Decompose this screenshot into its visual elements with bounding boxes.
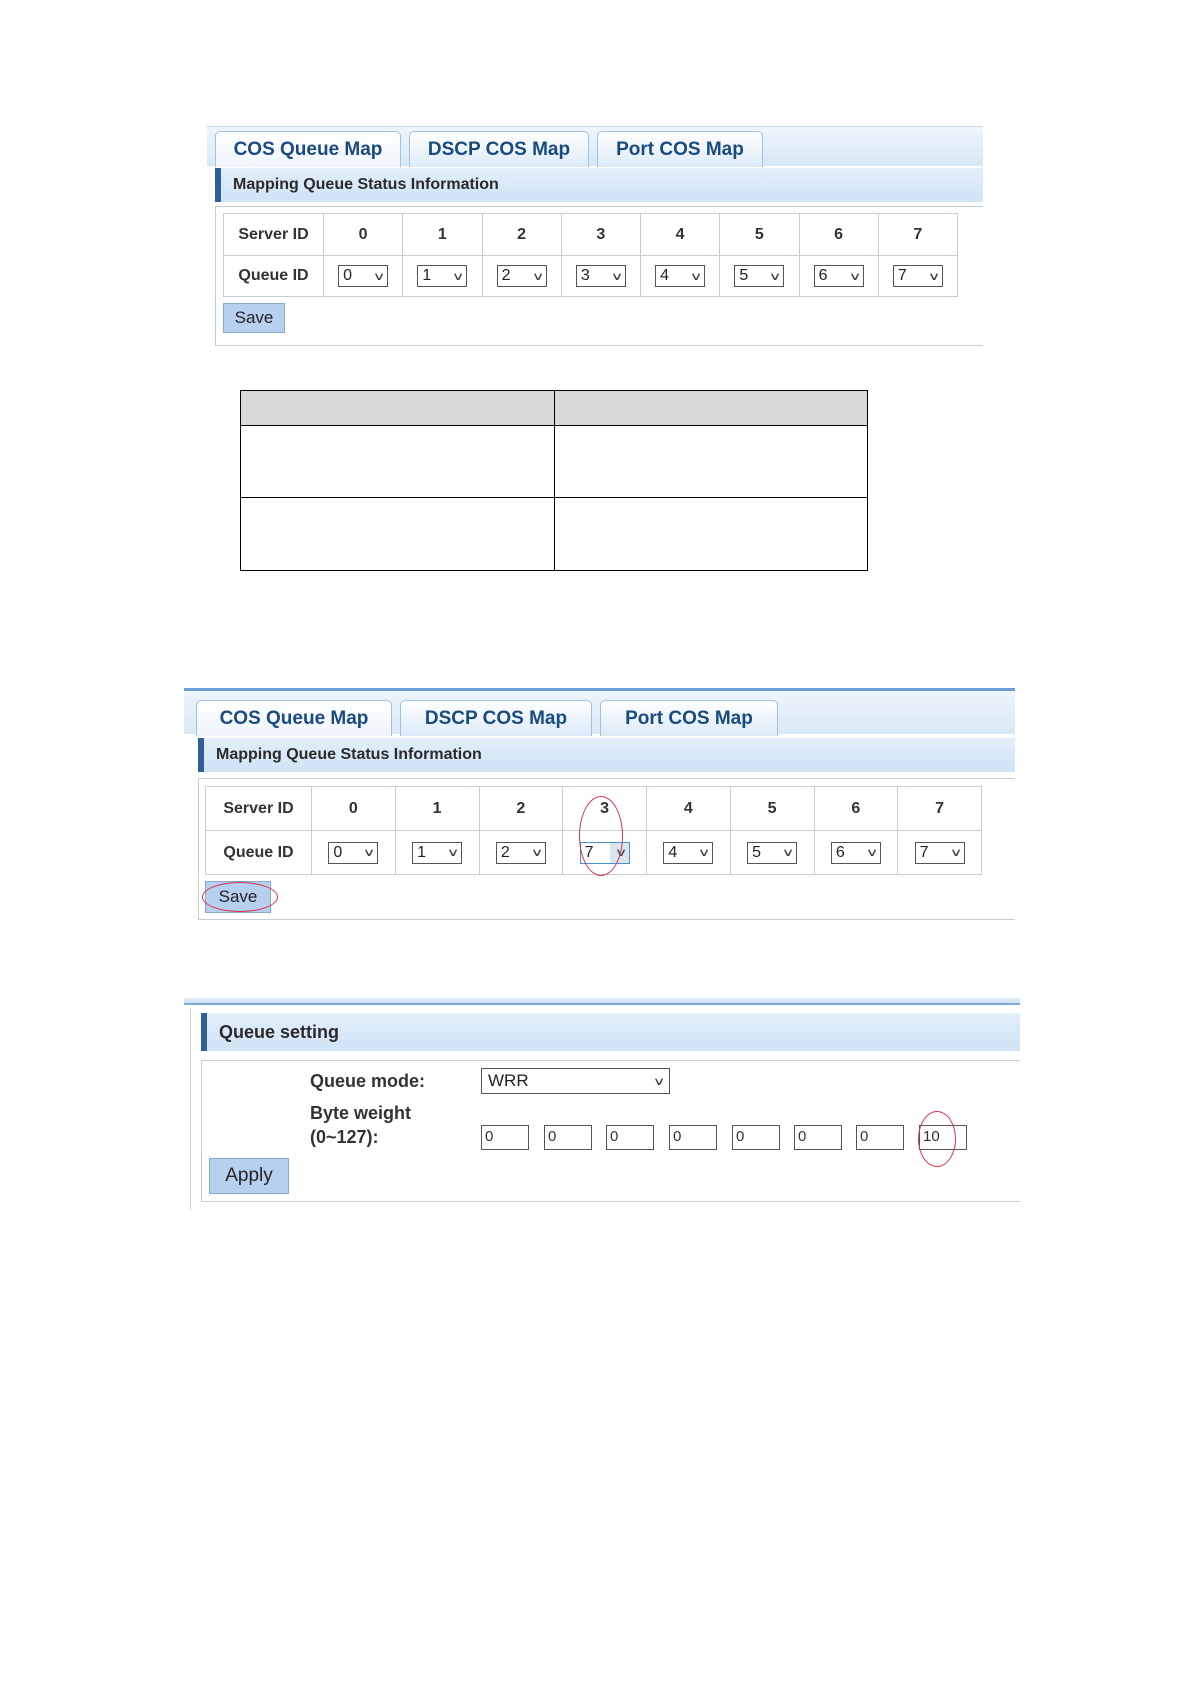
queue-select-2[interactable]: 2 ∨ bbox=[497, 265, 547, 287]
server-id-cell: 7 bbox=[878, 214, 957, 256]
tab-dscp-cos-map[interactable]: DSCP COS Map bbox=[400, 700, 592, 736]
server-id-cell: 6 bbox=[799, 214, 878, 256]
chevron-down-icon: ∨ bbox=[848, 270, 862, 283]
server-id-cell: 5 bbox=[730, 787, 814, 831]
queue-id-label: Queue ID bbox=[224, 256, 324, 297]
table-row bbox=[241, 498, 868, 571]
queue-select-0[interactable]: 0 ∨ bbox=[328, 842, 378, 864]
queue-setting-title: Queue setting bbox=[219, 1021, 340, 1042]
byte-weight-input-0[interactable]: 0 bbox=[481, 1125, 529, 1150]
apply-button[interactable]: Apply bbox=[209, 1158, 289, 1194]
server-id-label: Server ID bbox=[206, 787, 312, 831]
chevron-down-icon: ∨ bbox=[652, 1075, 666, 1088]
server-id-label: Server ID bbox=[224, 214, 324, 256]
queue-select-4[interactable]: 4 ∨ bbox=[655, 265, 705, 287]
server-id-cell: 3 bbox=[561, 214, 640, 256]
server-id-cell: 7 bbox=[898, 787, 982, 831]
server-id-cell: 0 bbox=[324, 214, 403, 256]
queue-select-7[interactable]: 7 ∨ bbox=[915, 842, 965, 864]
highlight-circle-server3 bbox=[579, 796, 623, 876]
queue-select-5[interactable]: 5 ∨ bbox=[734, 265, 784, 287]
table-header-row bbox=[241, 391, 868, 426]
server-id-cell: 0 bbox=[312, 787, 396, 831]
byte-weight-input-1[interactable]: 0 bbox=[544, 1125, 592, 1150]
queue-id-row bbox=[224, 256, 958, 297]
queue-id-label: Queue ID bbox=[206, 831, 312, 875]
chevron-down-icon: ∨ bbox=[865, 847, 879, 859]
queue-select-2[interactable]: 2 ∨ bbox=[496, 842, 546, 864]
queue-select-3[interactable]: 3 ∨ bbox=[576, 265, 626, 287]
queue-setting-panel bbox=[184, 998, 1020, 1212]
chevron-down-icon: ∨ bbox=[362, 847, 376, 859]
queue-mode-value: WRR bbox=[488, 1071, 529, 1090]
server-id-cell: 4 bbox=[647, 787, 731, 831]
server-id-cell: 2 bbox=[482, 214, 561, 256]
tab-bar bbox=[184, 688, 1015, 734]
byte-weight-range-label: (0~127): bbox=[310, 1127, 379, 1147]
section-header bbox=[215, 168, 983, 202]
chevron-down-icon: ∨ bbox=[949, 847, 963, 859]
left-rule bbox=[190, 1008, 191, 1210]
tab-dscp-cos-map[interactable]: DSCP COS Map bbox=[409, 131, 589, 167]
server-id-cell: 6 bbox=[814, 787, 898, 831]
cos-queue-map-panel-1 bbox=[207, 126, 983, 350]
chevron-down-icon: ∨ bbox=[689, 270, 703, 283]
chevron-down-icon: ∨ bbox=[768, 270, 782, 283]
server-id-cell: 5 bbox=[720, 214, 799, 256]
queue-select-0[interactable]: 0 ∨ bbox=[338, 265, 388, 287]
chevron-down-icon: ∨ bbox=[446, 847, 460, 859]
table-row bbox=[241, 426, 868, 498]
byte-weight-input-4[interactable]: 0 bbox=[732, 1125, 780, 1150]
highlight-circle-weight7 bbox=[918, 1111, 956, 1167]
chevron-down-icon: ∨ bbox=[697, 847, 711, 859]
server-id-cell: 2 bbox=[479, 787, 563, 831]
chevron-down-icon: ∨ bbox=[610, 270, 624, 283]
byte-weight-input-7[interactable]: 10 bbox=[919, 1125, 967, 1150]
chevron-down-icon: ∨ bbox=[614, 847, 628, 859]
queue-select-4[interactable]: 4 ∨ bbox=[663, 842, 713, 864]
cos-queue-map-panel-2 bbox=[184, 688, 1015, 932]
section-title: Mapping Queue Status Information bbox=[233, 176, 499, 193]
chevron-down-icon: ∨ bbox=[531, 270, 545, 283]
tab-port-cos-map[interactable]: Port COS Map bbox=[597, 131, 763, 167]
section-title: Mapping Queue Status Information bbox=[216, 746, 482, 763]
queue-select-1[interactable]: 1 ∨ bbox=[417, 265, 467, 287]
tab-cos-queue-map[interactable]: COS Queue Map bbox=[215, 131, 401, 167]
chevron-down-icon: ∨ bbox=[372, 270, 386, 283]
tab-cos-queue-map[interactable]: COS Queue Map bbox=[196, 700, 392, 736]
mapping-table bbox=[223, 213, 958, 297]
chevron-down-icon: ∨ bbox=[927, 270, 941, 283]
server-id-cell: 1 bbox=[395, 787, 479, 831]
queue-select-3[interactable]: 7 ∨ bbox=[580, 842, 630, 864]
queue-select-6[interactable]: 6 ∨ bbox=[831, 842, 881, 864]
chevron-down-icon: ∨ bbox=[781, 847, 795, 859]
byte-weight-label: Byte weight bbox=[310, 1103, 412, 1123]
save-button[interactable]: Save bbox=[223, 303, 285, 333]
queue-mode-label: Queue mode: bbox=[310, 1071, 426, 1091]
queue-setting-header bbox=[201, 1013, 1020, 1051]
chevron-down-icon: ∨ bbox=[451, 270, 465, 283]
queue-mode-select[interactable] bbox=[481, 1068, 670, 1094]
save-button[interactable]: Save bbox=[205, 881, 271, 913]
queue-select-1[interactable]: 1 ∨ bbox=[412, 842, 462, 864]
tab-bar bbox=[207, 126, 983, 166]
queue-select-5[interactable]: 5 ∨ bbox=[747, 842, 797, 864]
empty-table bbox=[240, 390, 868, 571]
section-header bbox=[198, 738, 1015, 772]
byte-weight-input-3[interactable]: 0 bbox=[669, 1125, 717, 1150]
server-id-row bbox=[224, 214, 958, 256]
chevron-down-icon: ∨ bbox=[530, 847, 544, 859]
top-strip bbox=[184, 998, 1020, 1005]
server-id-cell: 3 bbox=[563, 787, 647, 831]
queue-select-7[interactable]: 7 ∨ bbox=[893, 265, 943, 287]
tab-port-cos-map[interactable]: Port COS Map bbox=[600, 700, 778, 736]
server-id-cell: 4 bbox=[641, 214, 720, 256]
queue-select-6[interactable]: 6 ∨ bbox=[814, 265, 864, 287]
highlight-circle-save bbox=[202, 882, 278, 912]
byte-weight-input-2[interactable]: 0 bbox=[606, 1125, 654, 1150]
byte-weight-input-5[interactable]: 0 bbox=[794, 1125, 842, 1150]
server-id-cell: 1 bbox=[403, 214, 482, 256]
byte-weight-input-6[interactable]: 0 bbox=[856, 1125, 904, 1150]
